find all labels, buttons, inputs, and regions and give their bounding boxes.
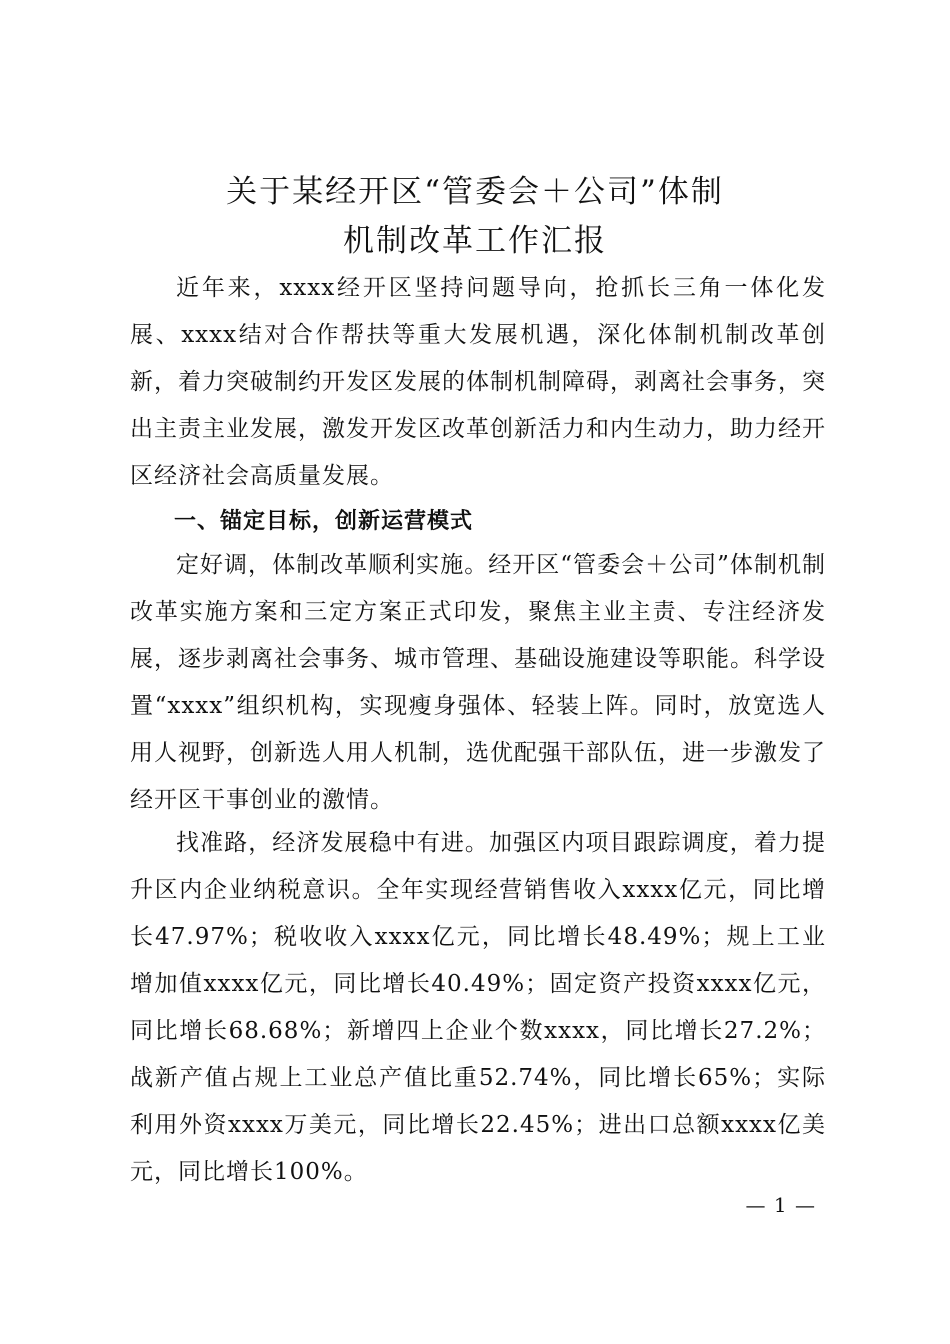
section-1-paragraph-2: 找准路，经济发展稳中有进。加强区内项目跟踪调度，着力提升区内企业纳税意识。全年实现经营销售收入xxxx亿元，同比增长47.97%；税收收入xxxx亿元，同比增长48.49%；规上工业增加值xxxx亿元，同比增长40.49%；固定资产投资xxxx亿元，同比增长68.68%；新增四上企业个数xxxx，同比增长27.2%；战新产值占规上工业总产值比重52.74%，同比增长65%；实际利用外资xxxx万美元，同比增长22.45%；进出口总额xxxx亿美元，同比增长100%。 [130, 830, 826, 1185]
section-1-paragraph-1: 定好调，体制改革顺利实施。经开区“管委会＋公司”体制机制改革实施方案和三定方案正式印发，聚焦主业主责、专注经济发展，逐步剥离社会事务、城市管理、基础设施建设等职能。科学设置“xxxx”组织机构，实现瘦身强体、轻装上阵。同时，放宽选人用人视野，创新选人用人机制，选优配强干部队伍，进一步激发了经开区干事创业的激情。 [130, 552, 826, 813]
page-number: — 1 — [745, 1193, 816, 1217]
document-title-line-2: 机制改革工作汇报 [343, 223, 607, 259]
intro-paragraph: 近年来，xxxx经开区坚持问题导向，抢抓长三角一体化发展、xxxx结对合作帮扶等重大发展机遇，深化体制机制改革创新，着力突破制约开发区发展的体制机制障碍，剥离社会事务，突出主责主业发展，激发开发区改革创新活力和内生动力，助力经开区经济社会高质量发展。 [130, 275, 826, 489]
document-title-line-1: 关于某经开区“管委会＋公司”体制 [226, 174, 724, 210]
section-heading-1: 一、锚定目标，创新运营模式 [174, 509, 474, 534]
